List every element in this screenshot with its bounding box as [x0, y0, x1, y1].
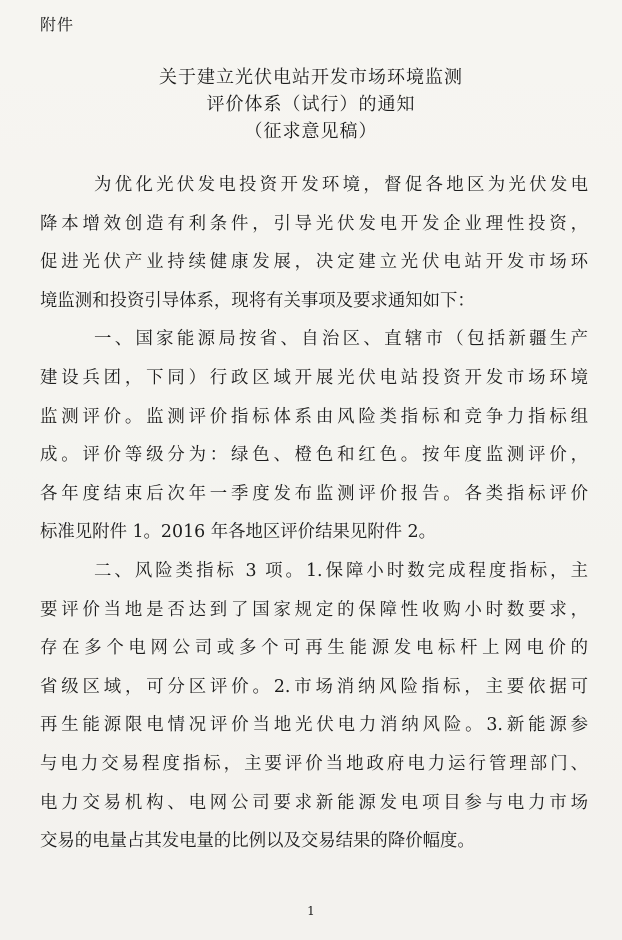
- text-line: 降本增效创造有利条件，引导光伏发电开发企业理性投资，: [40, 213, 588, 234]
- text-line: 标准见附件 1。2016 年各地区评价结果见附件 2。: [40, 522, 437, 543]
- text-line: 境监测和投资引导体系，现将有关事项及要求通知如下：: [40, 290, 475, 311]
- text-line: 要评价当地是否达到了国家规定的保障性收购小时数要求，: [40, 599, 588, 620]
- attachment-label: 附件: [40, 15, 75, 34]
- title-line: 关于建立光伏电站开发市场环境监测: [159, 67, 463, 88]
- text-line: 一、国家能源局按省、自治区、直辖市（包括新疆生产: [94, 329, 588, 350]
- text-line: 省级区域，可分区评价。2.市场消纳风险指标，主要依据可: [40, 676, 588, 697]
- text-line: 电力交易机构、电网公司要求新能源发电项目参与电力市场: [40, 792, 588, 813]
- text-line: 成。评价等级分为：绿色、橙色和红色。按年度监测评价，: [40, 445, 588, 466]
- text-line: 存在多个电网公司或多个可再生能源发电标杆上网电价的: [40, 638, 588, 659]
- text-line: 为优化光伏发电投资开发环境，督促各地区为光伏发电: [94, 175, 588, 195]
- text-line: 各年度结束后次年一季度发布监测评价报告。各类指标评价: [40, 483, 588, 504]
- text-line: 促进光伏产业持续健康发展，决定建立光伏电站开发市场环: [40, 252, 588, 273]
- text-line: 与电力交易程度指标，主要评价当地政府电力运行管理部门、: [40, 753, 588, 774]
- title-line: 评价体系（试行）的通知: [206, 94, 416, 115]
- text-line: 二、风险类指标 3 项。1.保障小时数完成程度指标，主: [94, 560, 588, 581]
- document-body: [40, 166, 588, 861]
- text-line: 再生能源限电情况评价当地光伏电力消纳风险。3.新能源参: [40, 715, 588, 736]
- text-line: 监测评价。监测评价指标体系由风险类指标和竞争力指标组: [40, 406, 588, 427]
- paragraph-section-1: [40, 320, 588, 552]
- text-line: 建设兵团，下同）行政区域开展光伏电站投资开发市场环境: [40, 367, 588, 388]
- page-number: 1: [307, 904, 315, 918]
- text-line: 交易的电量占其发电量的比例以及交易结果的降价幅度。: [40, 831, 475, 852]
- document-title: [0, 64, 622, 145]
- paragraph-section-2: [40, 552, 588, 861]
- paragraph-intro: [40, 166, 588, 320]
- title-subtitle: （征求意见稿）: [244, 121, 378, 142]
